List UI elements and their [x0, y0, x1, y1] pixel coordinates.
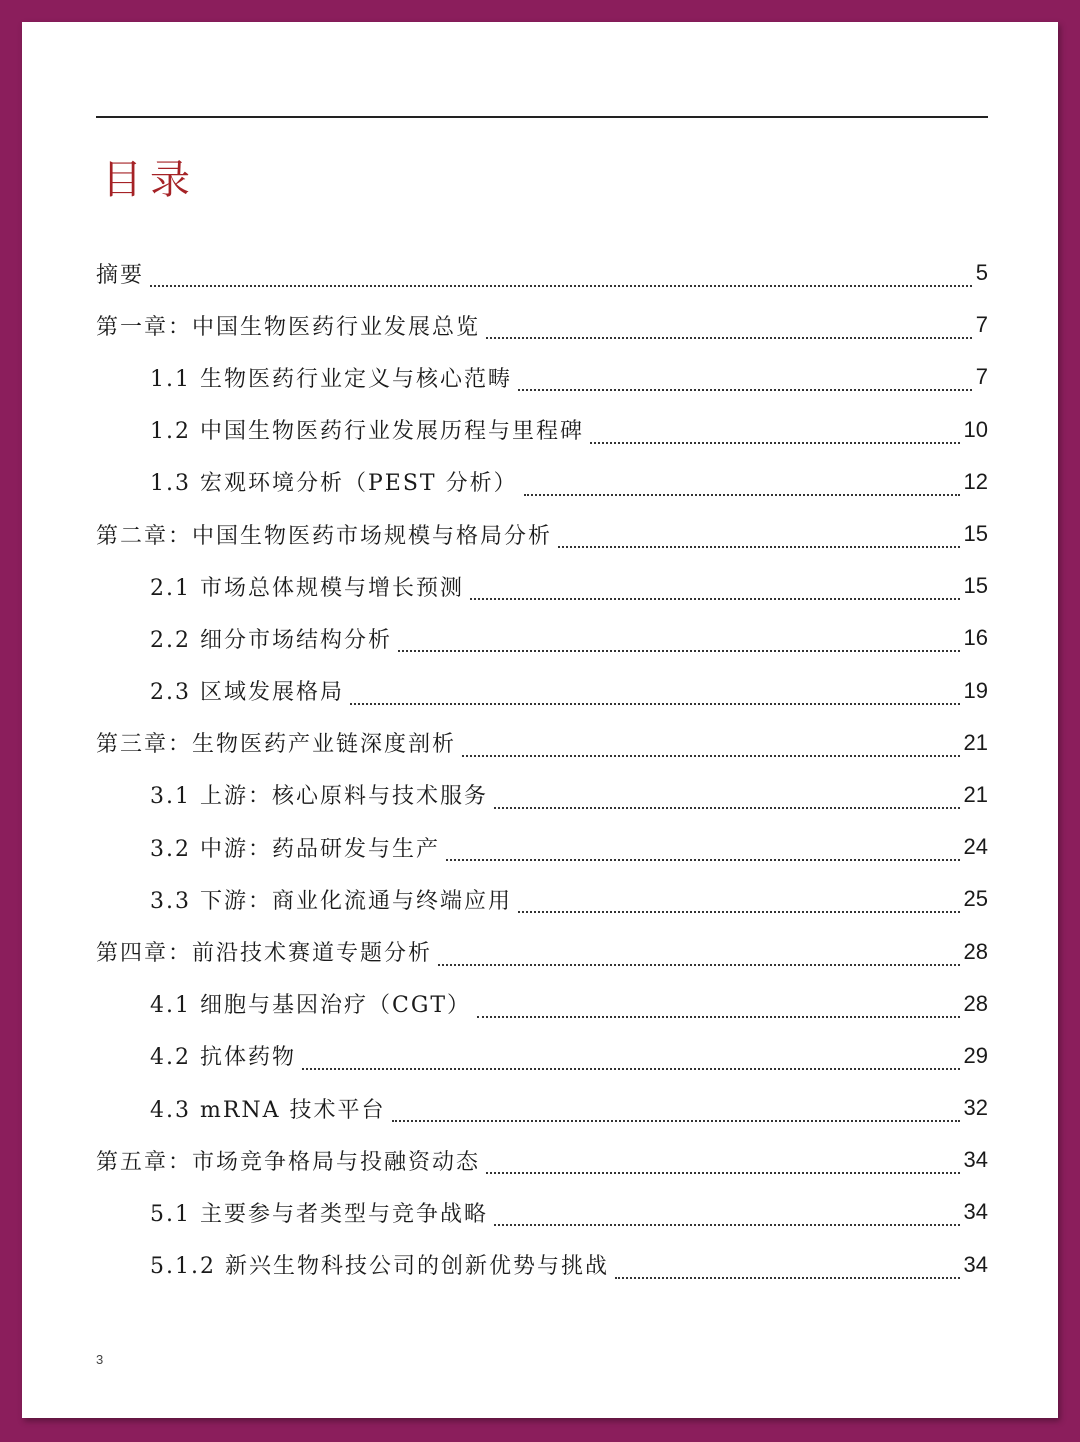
toc-dot-leader [486, 323, 972, 339]
toc-entry-label: 2.3 区域发展格局 [150, 680, 344, 706]
toc-entry-page-number: 28 [963, 938, 988, 964]
toc-entry-page-number: 7 [975, 312, 988, 338]
toc-title: 目录 [102, 157, 198, 203]
toc-entry-label: 5.1 主要参与者类型与竞争战略 [150, 1201, 488, 1227]
toc-entry-label: 1.3 宏观环境分析（PEST 分析） [150, 471, 518, 497]
page-number: 3 [96, 1352, 104, 1367]
toc-entry-page-number: 29 [963, 1042, 988, 1068]
toc-dot-leader [398, 636, 960, 652]
toc-entry-page-number: 21 [963, 781, 988, 807]
toc-section-entry[interactable] [96, 1239, 988, 1291]
toc-section-entry[interactable] [96, 456, 988, 508]
toc-section-entry[interactable] [96, 351, 988, 403]
toc-entry-label: 5.1.2 新兴生物科技公司的创新优势与挑战 [150, 1254, 609, 1280]
toc-entry-label: 第二章：中国生物医药市场规模与格局分析 [96, 523, 553, 549]
toc-entry-page-number: 32 [963, 1095, 988, 1121]
toc-entry-page-number: 25 [963, 886, 988, 912]
document-page [22, 22, 1058, 1418]
toc-entry-label: 第一章：中国生物医药行业发展总览 [96, 314, 481, 340]
header-rule [96, 116, 988, 118]
toc-entry-page-number: 15 [963, 521, 988, 547]
toc-entry-page-number: 24 [963, 834, 988, 860]
toc-section-entry[interactable] [96, 1186, 988, 1238]
toc-dot-leader [150, 271, 972, 287]
toc-entry-label: 2.2 细分市场结构分析 [150, 627, 392, 653]
toc-entry-label: 1.1 生物医药行业定义与核心范畴 [150, 366, 512, 392]
toc-dot-leader [350, 689, 960, 705]
toc-entry-label: 4.1 细胞与基因治疗（CGT） [150, 993, 472, 1019]
toc-entry-page-number: 10 [963, 416, 988, 442]
toc-dot-leader [446, 845, 960, 861]
toc-dot-leader [494, 1210, 960, 1226]
toc-entry-label: 第三章：生物医药产业链深度剖析 [96, 732, 457, 758]
toc-section-entry[interactable] [96, 560, 988, 612]
toc-dot-leader [462, 741, 960, 757]
toc-section-entry[interactable] [96, 769, 988, 821]
toc-section-entry[interactable] [96, 404, 988, 456]
toc-entry-label: 3.3 下游：商业化流通与终端应用 [150, 888, 512, 914]
toc-section-entry[interactable] [96, 978, 988, 1030]
toc-entry-page-number: 12 [963, 468, 988, 494]
toc-entry-page-number: 34 [963, 1147, 988, 1173]
toc-chapter-entry[interactable] [96, 925, 988, 977]
toc-dot-leader [486, 1158, 960, 1174]
toc-entry-page-number: 5 [975, 260, 988, 286]
toc-dot-leader [470, 584, 960, 600]
toc-entry-label: 摘要 [96, 262, 145, 288]
toc-chapter-entry[interactable] [96, 717, 988, 769]
toc-entry-label: 第五章：市场竞争格局与投融资动态 [96, 1149, 481, 1175]
toc-section-entry[interactable] [96, 821, 988, 873]
toc-entry-page-number: 21 [963, 729, 988, 755]
toc-chapter-entry[interactable] [96, 247, 988, 299]
toc-entry-label: 3.2 中游：药品研发与生产 [150, 836, 440, 862]
toc-entry-label: 3.1 上游：核心原料与技术服务 [150, 784, 488, 810]
toc-entry-label: 1.2 中国生物医药行业发展历程与里程碑 [150, 419, 584, 445]
toc-dot-leader [302, 1054, 960, 1070]
table-of-contents [96, 247, 988, 1291]
toc-entry-label: 4.3 mRNA 技术平台 [150, 1097, 386, 1123]
toc-chapter-entry[interactable] [96, 1134, 988, 1186]
toc-entry-page-number: 28 [963, 990, 988, 1016]
toc-entry-label: 4.2 抗体药物 [150, 1045, 296, 1071]
toc-dot-leader [558, 532, 960, 548]
toc-chapter-entry[interactable] [96, 299, 988, 351]
toc-dot-leader [518, 375, 972, 391]
toc-dot-leader [494, 793, 960, 809]
toc-dot-leader [392, 1106, 960, 1122]
toc-section-entry[interactable] [96, 612, 988, 664]
toc-entry-page-number: 7 [975, 364, 988, 390]
toc-entry-page-number: 15 [963, 573, 988, 599]
toc-dot-leader [524, 480, 960, 496]
toc-dot-leader [590, 428, 960, 444]
toc-entry-page-number: 34 [963, 1199, 988, 1225]
toc-chapter-entry[interactable] [96, 508, 988, 560]
toc-entry-page-number: 34 [963, 1251, 988, 1277]
toc-section-entry[interactable] [96, 665, 988, 717]
toc-section-entry[interactable] [96, 1082, 988, 1134]
toc-section-entry[interactable] [96, 1030, 988, 1082]
toc-entry-page-number: 16 [963, 625, 988, 651]
toc-section-entry[interactable] [96, 873, 988, 925]
toc-dot-leader [615, 1263, 960, 1279]
toc-entry-label: 第四章：前沿技术赛道专题分析 [96, 941, 433, 967]
toc-entry-page-number: 19 [963, 677, 988, 703]
toc-dot-leader [438, 950, 960, 966]
toc-dot-leader [477, 1002, 959, 1018]
toc-entry-label: 2.1 市场总体规模与增长预测 [150, 575, 464, 601]
toc-dot-leader [518, 897, 960, 913]
